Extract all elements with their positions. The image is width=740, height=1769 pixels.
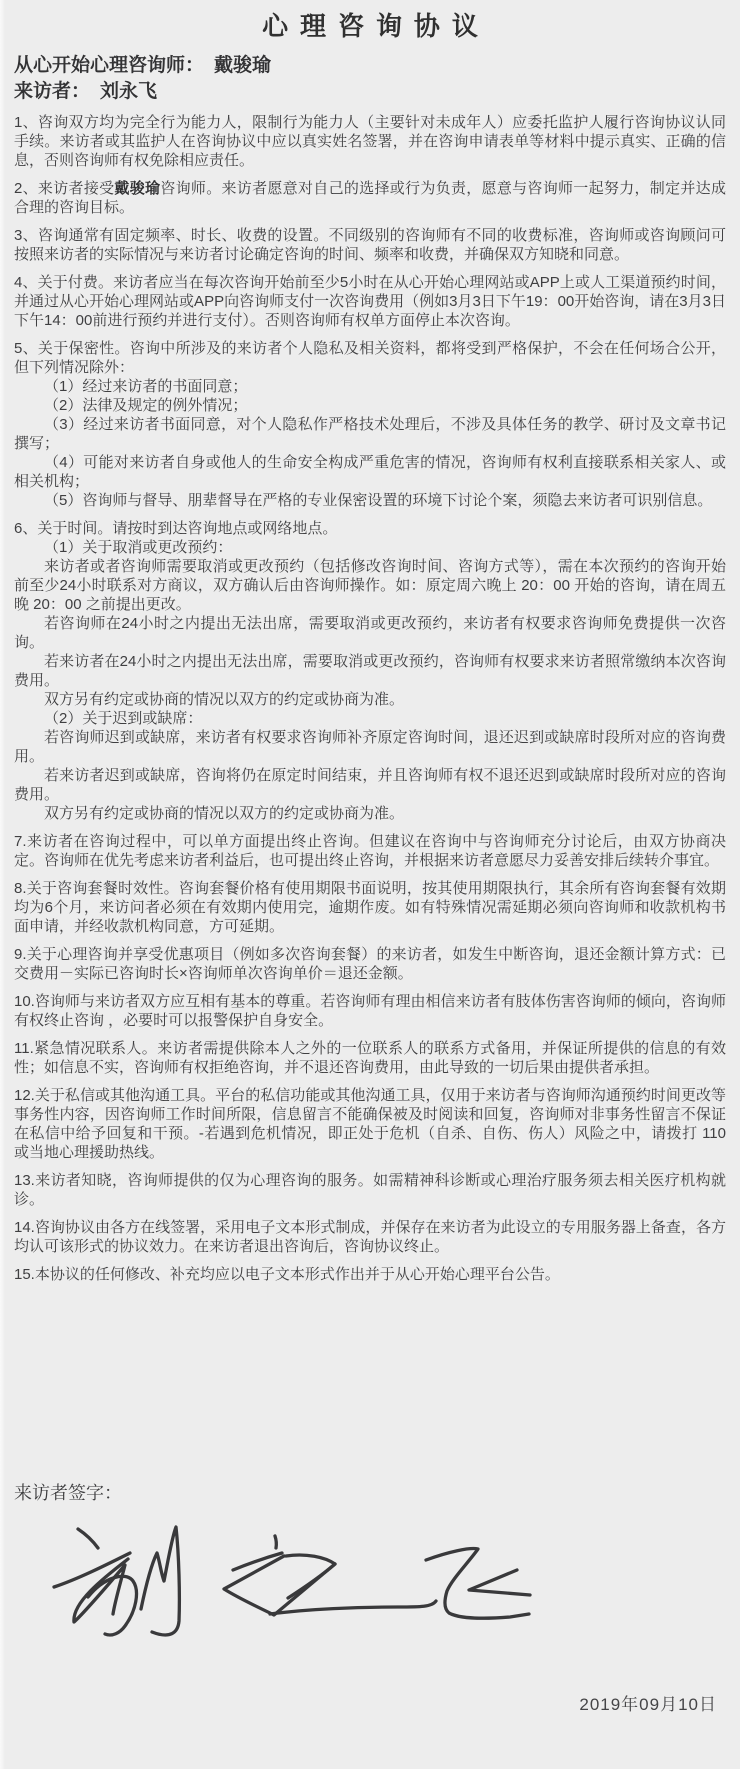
clause [14, 1086, 726, 1162]
clause-paragraph: 9.关于心理咨询并享受优惠项目（例如多次咨询套餐）的来访者，如发生中断咨询，退还金额计算方式：已交费用－实际已咨询时长×咨询师单次咨询单价＝退还金额。 [14, 946, 726, 982]
clause-paragraph: 双方另有约定或协商的情况以双方的约定或协商为准。 [44, 691, 405, 708]
clause-paragraph: 5、关于保密性。咨询中所涉及的来访者个人隐私及相关资料，都将受到严格保护，不会在任何场合公开，但下列情况除外： [14, 340, 726, 376]
page-edge-strip [0, 0, 5, 1769]
clause-paragraph: 11.紧急情况联系人。来访者需提供除本人之外的一位联系人的联系方式备用，并保证所提供的信息的有效性；如信息不实，咨询师有权拒绝咨询，并不退还咨询费用，由此导致的一切后果由提供者承担。 [14, 1040, 726, 1076]
clause-paragraph: 13.来访者知晓，咨询师提供的仅为心理咨询的服务。如需精神科诊断或心理治疗服务须去相关医疗机构就诊。 [14, 1172, 726, 1208]
clause-paragraph: （2）关于迟到或缺席： [44, 710, 203, 727]
clause-paragraph: 10.咨询师与来访者双方应互相有基本的尊重。若咨询师有理由相信来访者有肢体伤害咨询师的倾向，咨询师有权终止咨询 ，必要时可以报警保护自身安全。 [14, 993, 726, 1029]
clause-paragraph: 2、来访者接受戴骏瑜咨询师。来访者愿意对自己的选择或行为负责，愿意与咨询师一起努力，制定并达成合理的咨询目标。 [14, 180, 726, 216]
counselor-label: 从心开始心理咨询师： [14, 55, 205, 76]
signature-date: 2019年09月10日 [579, 1695, 717, 1714]
clause-paragraph: 8.关于咨询套餐时效性。咨询套餐价格有使用期限书面说明，按其使用期限执行，其余所有咨询套餐有效期均为6个月，来访问者必须在有效期内使用完，逾期作废。如有特殊情况需延期必须向咨询师和收款机构书面申请，并经收款机构同意，方可延期。 [14, 880, 726, 935]
counselor-line [14, 53, 726, 78]
clause [14, 339, 726, 510]
clause-paragraph: 来访者或者咨询师需要取消或更改预约（包括修改咨询时间、咨询方式等），需在本次预约的咨询开始前至少24小时联系对方商议，双方确认后由咨询师操作。如：原定周六晚上 20：00 开始的咨询，请在周五晚 20：00 之前提出更改。 [14, 558, 726, 613]
clause-list [14, 113, 726, 1293]
clause [14, 1265, 726, 1284]
client-name: 刘永飞 [100, 81, 158, 102]
clause [14, 1218, 726, 1256]
clause-paragraph: 双方另有约定或协商的情况以双方的约定或协商为准。 [44, 805, 405, 822]
clause-paragraph: （5）咨询师与督导、朋辈督导在严格的专业保密设置的环境下讨论个案，须隐去来访者可识别信息。 [44, 492, 713, 509]
clause-paragraph: 6、关于时间。请按时到达咨询地点或网络地点。 [14, 520, 338, 537]
clause [14, 879, 726, 936]
clause [14, 945, 726, 983]
clause-paragraph: 4、关于付费。来访者应当在每次咨询开始前至少5小时在从心开始心理网站或APP上或人工渠道预约时间，并通过从心开始心理网站或APP向咨询师支付一次咨询费用（例如3月3日下午19：00开始咨询，请在3月3日下午14：00前进行预约并进行支付）。否则咨询师有权单方面停止本次咨询。 [14, 274, 726, 329]
clause-paragraph: 14.咨询协议由各方在线签署，采用电子文本形式制成，并保存在来访者为此设立的专用服务器上备查，各方均认可该形式的协议效力。在来访者退出咨询后，咨询协议终止。 [14, 1219, 726, 1255]
clause [14, 519, 726, 823]
clause-paragraph: （4）可能对来访者自身或他人的生命安全构成严重危害的情况，咨询师有权利直接联系相关家人、或相关机构； [14, 454, 726, 490]
page-title: 心理咨询协议 [262, 11, 490, 41]
clause-paragraph: 1、咨询双方均为完全行为能力人，限制行为能力人（主要针对未成年人）应委托监护人履行咨询协议认同手续。来访者或其监护人在咨询协议中应以真实姓名签署，并在咨询申请表单等材料中提示真实、正确的信息，否则咨询师有权免除相应责任。 [14, 114, 726, 169]
clause-paragraph: 若咨询师在24小时之内提出无法出席，需要取消或更改预约，来访者有权要求咨询师免费提供一次咨询。 [14, 615, 726, 651]
clause-paragraph: 7.来访者在咨询过程中，可以单方面提出终止咨询。但建议在咨询中与咨询师充分讨论后，由双方协商决定。咨询师在优先考虑来访者利益后，也可提出终止咨询，并根据来访者意愿尽力妥善安排后续转介事宜。 [14, 833, 726, 869]
clause-paragraph: 15.本协议的任何修改、补充均应以电子文本形式作出并于从心开始心理平台公告。 [14, 1266, 560, 1283]
clause-paragraph: 3、咨询通常有固定频率、时长、收费的设置。不同级别的咨询师有不同的收费标准，咨询师或咨询顾问可按照来访者的实际情况与来访者讨论确定咨询的时间、频率和收费，并确保双方知晓和同意。 [14, 227, 726, 263]
document-content [14, 0, 726, 1293]
clause-paragraph: （3）经过来访者书面同意，对个人隐私作严格技术处理后，不涉及具体任务的教学、研讨及文章书记撰写； [14, 416, 726, 452]
clause-paragraph: （1）经过来访者的书面同意； [44, 378, 248, 395]
clause-paragraph: 若来访者迟到或缺席，咨询将仍在原定时间结束，并且咨询师有权不退还迟到或缺席时段所对应的咨询费用。 [14, 767, 726, 803]
clause [14, 1171, 726, 1209]
clause [14, 832, 726, 870]
clause-paragraph: 若咨询师迟到或缺席，来访者有权要求咨询师补齐原定咨询时间，退还迟到或缺席时段所对应的咨询费用。 [14, 729, 726, 765]
client-line [14, 79, 726, 104]
handwritten-signature [28, 1515, 548, 1667]
clause-paragraph: 若来访者在24小时之内提出无法出席，需要取消或更改预约，咨询师有权要求来访者照常缴纳本次咨询费用。 [14, 653, 726, 689]
clause-paragraph: （2）法律及规定的例外情况； [44, 397, 248, 414]
clause [14, 179, 726, 217]
clause-paragraph: （1）关于取消或更改预约： [44, 539, 233, 556]
counselor-name: 戴骏瑜 [214, 55, 272, 76]
clause [14, 226, 726, 264]
signature-label: 来访者签字： [14, 1483, 122, 1503]
signature-ink [28, 1515, 548, 1667]
clause [14, 113, 726, 170]
clause [14, 273, 726, 330]
clause [14, 992, 726, 1030]
clause [14, 1039, 726, 1077]
client-label: 来访者： [14, 81, 91, 102]
clause-paragraph: 12.关于私信或其他沟通工具。平台的私信功能或其他沟通工具，仅用于来访者与咨询师沟通预约时间更改等事务性内容，因咨询师工作时间所限，信息留言不能确保被及时阅读和回复，咨询师对非事务性留言不保证在私信中给予回复和干预。-若遇到危机情况，即正处于危机（自杀、自伤、伤人）风险之中，请拨打 110 或当地心理援助热线。 [14, 1087, 726, 1161]
